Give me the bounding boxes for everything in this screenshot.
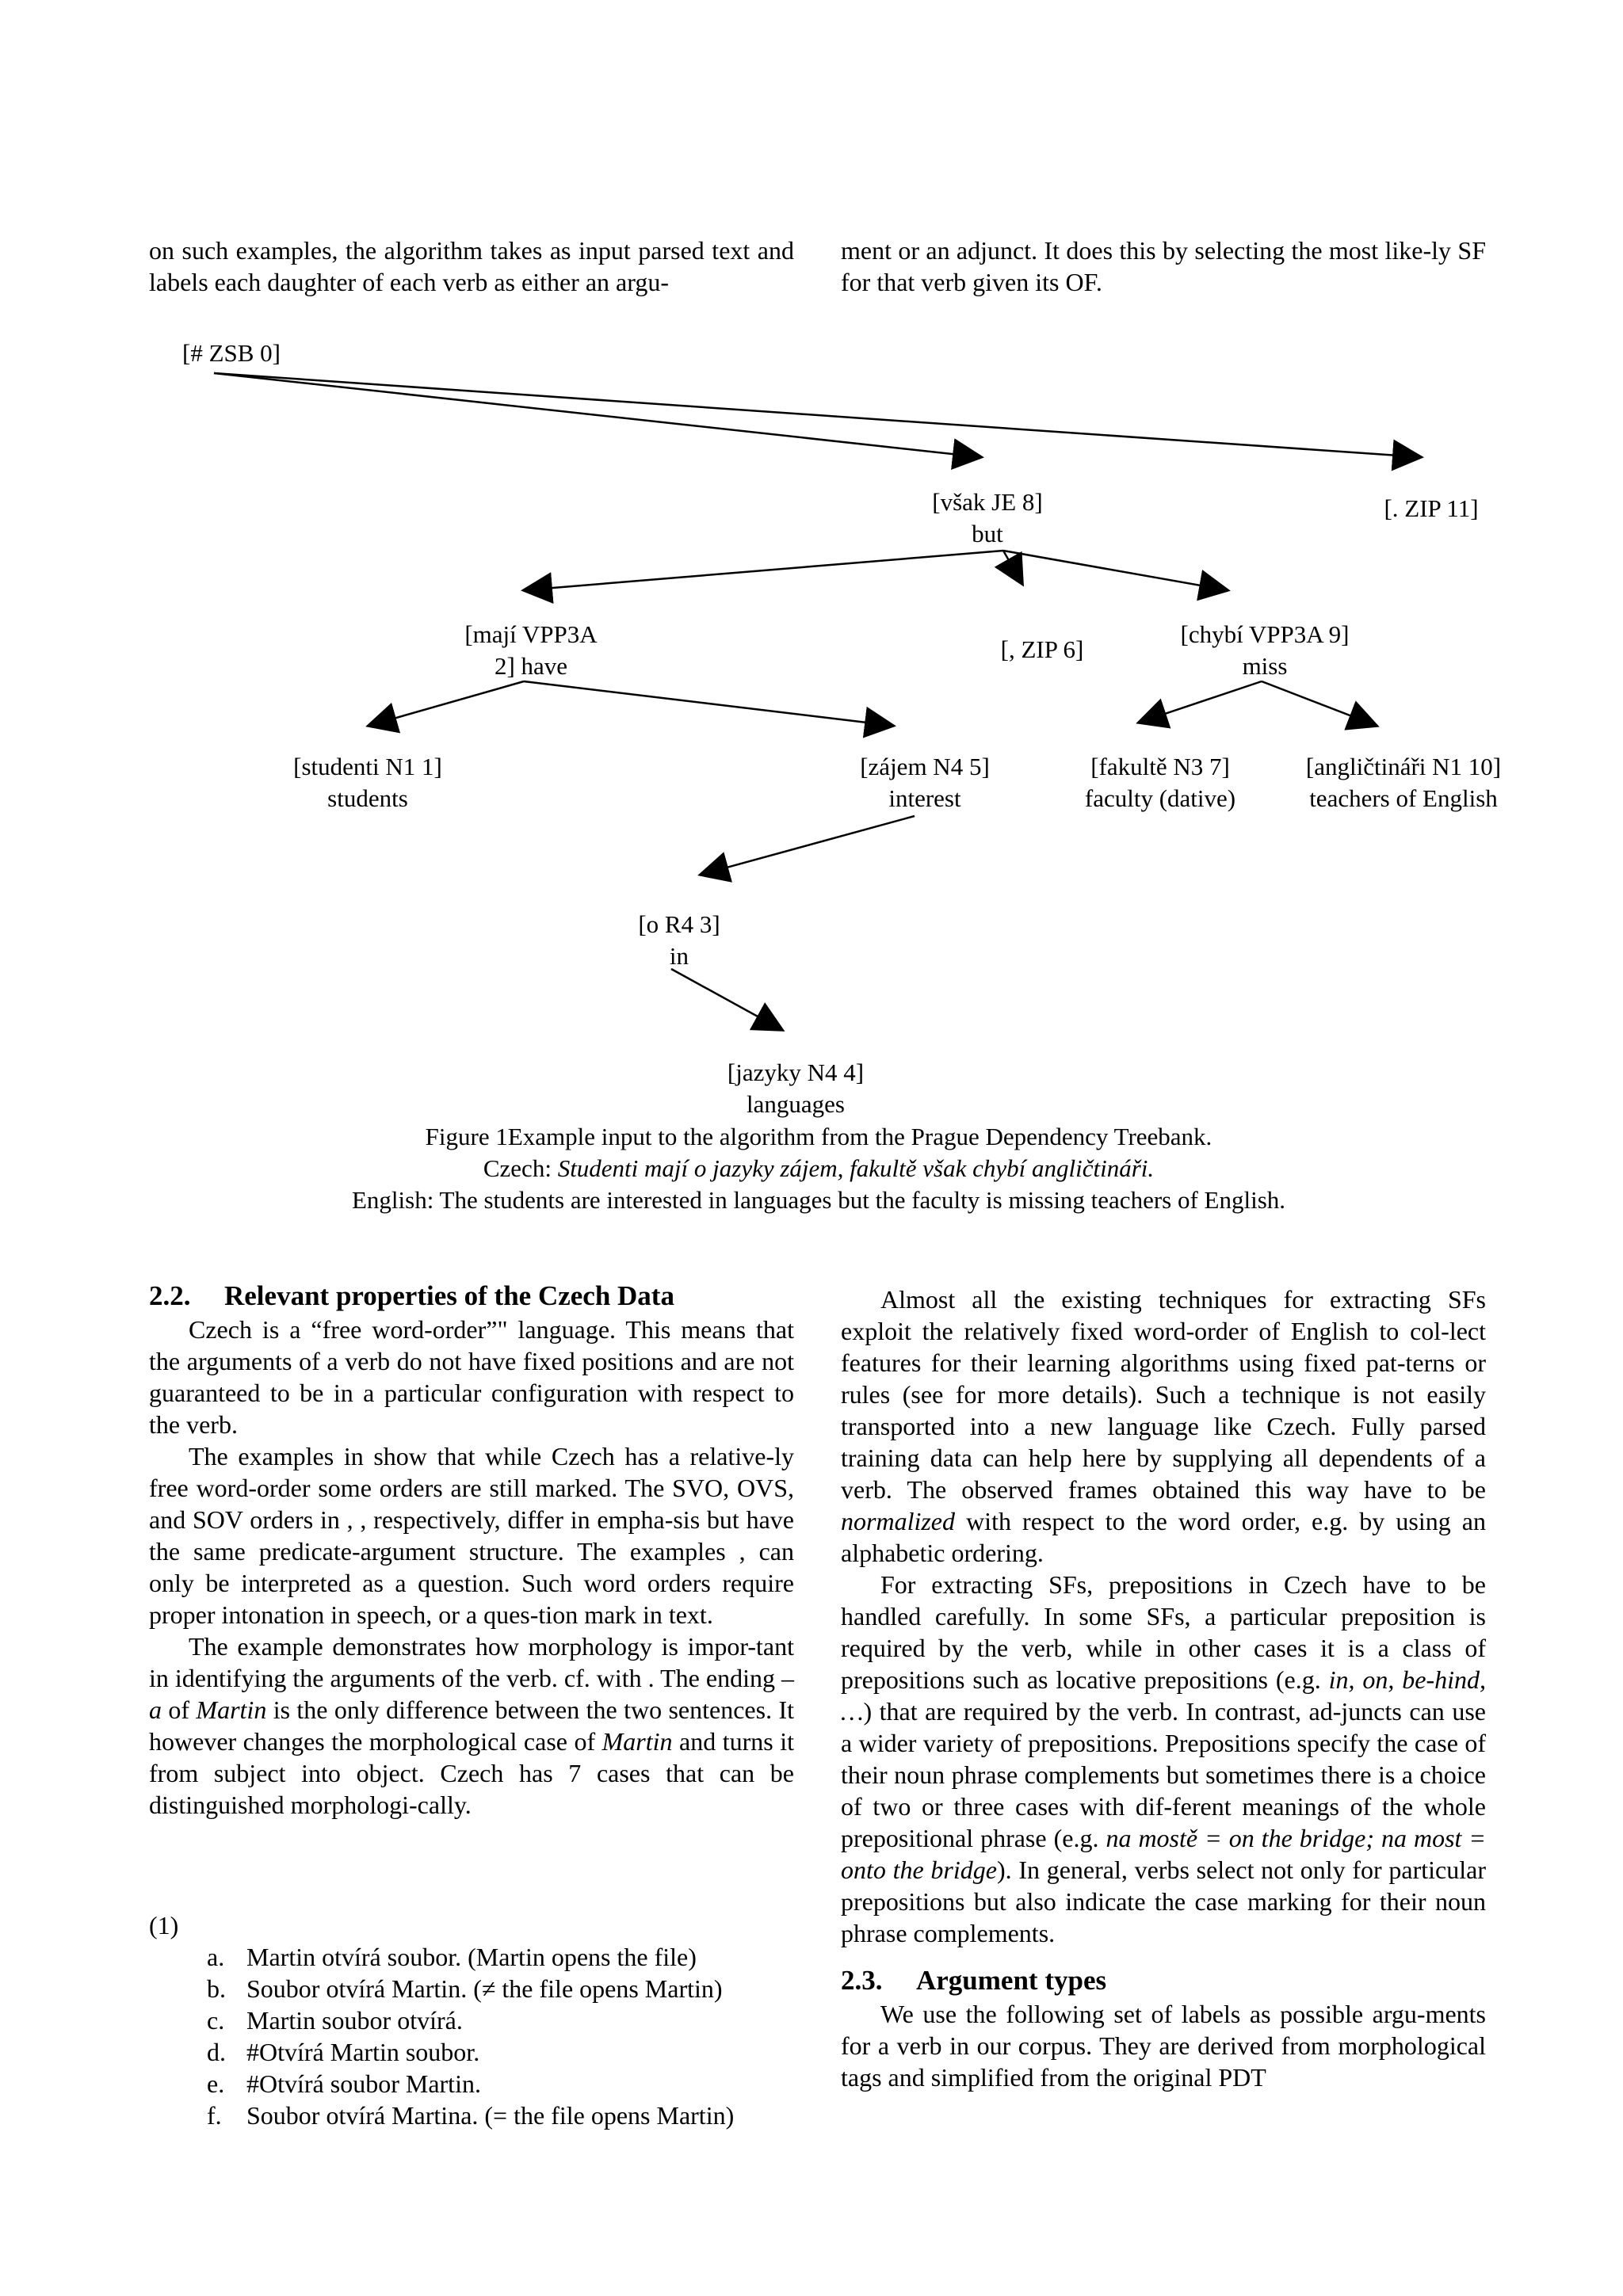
text: The example demonstrates how morphology is impor-tant in identifying the arguments of the verb. cf. with . The ending — [149, 1632, 794, 1692]
example-text: Soubor otvírá Martina. (= the file opens Martin) — [246, 2101, 735, 2130]
example-letter: c. — [207, 2006, 225, 2035]
section-title: Relevant properties of the Czech Data — [224, 1280, 674, 1311]
node-gloss: languages — [747, 1090, 845, 1118]
edge-vpp2-n4-5 — [524, 681, 893, 726]
czech-label: Czech: — [483, 1154, 558, 1182]
section-2-3-heading — [841, 1963, 1486, 1998]
italic-text: normalized — [841, 1507, 955, 1535]
figure-english-line: English: The students are interested in languages but the faculty is missing teachers of English. — [351, 1186, 1286, 1214]
example-letter: b. — [207, 1974, 226, 2003]
text: is the only difference between the two sentences. It however changes the morphological case of — [149, 1695, 795, 1756]
paragraph — [841, 1998, 1486, 2093]
italic-text: Martin — [601, 1727, 673, 1756]
edge-vpp2-n1 — [369, 681, 524, 726]
text: The examples in show that while Czech has a relative-ly free word-order some orders are still marked. The SVO, OVS, and SOV orders in , , respectively, differ in empha-sis but have the same predicate-argument structure. The examples , can only be interpreted as a question. Such word orders require proper intonation in speech, or a ques-tion mark in text. — [149, 1442, 794, 1629]
text: For extracting SFs, prepositions in Czech have to be handled carefully. In some SFs, a particular preposition is required by the verb, while in other cases it is a class of prepositions such as locative prepositions (e.g. — [841, 1570, 1486, 1694]
text: Czech is a “free word-order”" language. This means that the arguments of a verb do not have fixed positions and are not guaranteed to be in a particular configuration with respect to the verb. — [149, 1315, 794, 1439]
node-gloss: 2] have — [494, 652, 568, 680]
text: on such examples, the algorithm takes as input parsed text and labels each daughter of each verb as either an argu- — [149, 236, 794, 296]
example-item — [149, 2100, 734, 2131]
node-label: [chybí VPP3A 9] — [1180, 620, 1350, 648]
section-number: 2.3. — [841, 1965, 883, 1996]
node-n4-5 — [860, 751, 990, 814]
example-item — [149, 1973, 734, 2004]
node-n4-4 — [727, 1057, 864, 1120]
node-label: [však JE 8] — [932, 488, 1043, 516]
node-r4-3 — [638, 909, 720, 972]
node-je8 — [932, 486, 1042, 550]
left-column — [149, 1279, 794, 1821]
node-gloss: in — [669, 942, 689, 970]
paragraph — [149, 1440, 794, 1630]
right-column — [841, 1283, 1486, 2093]
node-zip11 — [1384, 493, 1478, 524]
edge-zsb0-je8 — [214, 373, 981, 457]
edge-vpp9-n1-10 — [1262, 681, 1377, 726]
node-n1-1 — [293, 751, 442, 814]
text: and turns it from subject into object. Czech has 7 cases that can be distinguished morphologi-cally. — [149, 1727, 795, 1819]
edge-n4-5-r4 — [701, 816, 915, 875]
text: ) that are required by the verb. In contrast, ad-juncts can use a wider variety of prepositions. Prepositions specify the case of their noun phrase complements but sometimes there is a choice of two or three cases with dif-ferent meanings of the whole prepositional phrase (e.g. — [841, 1697, 1486, 1852]
section-title: Argument types — [916, 1965, 1107, 1996]
text: Almost all the existing techniques for extracting SFs exploit the relatively fixed word-order of English to col-lect features for their learning algorithms using fixed pat-terns or rules (see for more details). Such a technique is not easily transported into a new language like Czech. Fully parsed training data can help here by supplying all dependents of a verb. The observed frames obtained this way have to be — [841, 1285, 1486, 1504]
example-label: (1) — [149, 1911, 179, 1939]
paragraph — [149, 1314, 794, 1440]
node-label: [. ZIP 11] — [1384, 494, 1479, 522]
example-letter: f. — [207, 2101, 222, 2130]
example-text: Soubor otvírá Martin. (≠ the file opens Martin) — [246, 1974, 723, 2003]
figure-caption: Figure 1Example input to the algorithm from the Prague Dependency Treebank. — [425, 1123, 1212, 1150]
node-zip6 — [1001, 634, 1084, 666]
example-item — [149, 2068, 734, 2100]
section-number: 2.2. — [149, 1280, 191, 1311]
section-2-2-heading — [149, 1279, 794, 1314]
example-list — [149, 1909, 734, 2131]
node-label: [, ZIP 6] — [1000, 635, 1084, 663]
edge-r4-n4-4 — [671, 969, 782, 1030]
czech-sentence: Studenti mají o jazyky zájem, fakultě však chybí angličtináři. — [557, 1154, 1155, 1182]
paragraph — [149, 1630, 794, 1821]
node-label: [zájem N4 5] — [860, 753, 990, 780]
node-zsb0 — [182, 338, 281, 369]
edge-zsb0-zip11 — [214, 373, 1421, 457]
node-gloss: students — [327, 784, 408, 812]
example-text: #Otvírá soubor Martin. — [246, 2069, 481, 2098]
italic-text: na mostě = on the bridge; na most = onto the bridge — [841, 1824, 1487, 1884]
node-label: [# ZSB 0] — [182, 339, 281, 367]
text: We use the following set of labels as possible argu-ments for a verb in our corpus. They are derived from morphological tags and simplified from the original PDT — [841, 2000, 1486, 2092]
node-gloss: interest — [888, 784, 961, 812]
node-n1-10 — [1306, 751, 1501, 814]
example-item — [149, 2004, 734, 2036]
example-text: Martin soubor otvírá. — [246, 2006, 463, 2035]
edge-je8-vpp9 — [1003, 551, 1228, 590]
paragraph — [841, 1569, 1486, 1949]
text: with respect to the word order, e.g. by using an alphabetic ordering. — [841, 1507, 1486, 1567]
example-letter: e. — [207, 2069, 225, 2098]
node-vpp2 — [464, 619, 597, 682]
node-gloss: but — [972, 520, 1003, 547]
text: of — [162, 1695, 197, 1724]
node-label: [mají VPP3A — [464, 620, 598, 648]
node-gloss: faculty (dative) — [1084, 784, 1236, 812]
example-letter: a. — [207, 1943, 225, 1971]
edge-je8-vpp2 — [524, 551, 1003, 590]
italic-text: –a — [149, 1664, 794, 1724]
example-item — [149, 2036, 734, 2068]
node-gloss: teachers of English — [1309, 784, 1498, 812]
example-text: Martin otvírá soubor. (Martin opens the file) — [246, 1943, 697, 1971]
node-label: [o R4 3] — [638, 910, 720, 938]
text: ). In general, verbs select not only for particular prepositions but also indicate the case marking for their noun phrase complements. — [841, 1855, 1487, 1947]
text: ment or an adjunct. It does this by selecting the most like-ly SF for that verb given its OF. — [841, 236, 1486, 296]
paragraph — [841, 1283, 1486, 1569]
example-text: #Otvírá Martin soubor. — [246, 2038, 480, 2066]
node-label: [angličtináři N1 10] — [1305, 753, 1502, 780]
italic-text: in, on, be-hind, … — [841, 1665, 1487, 1726]
example-letter: d. — [207, 2038, 226, 2066]
example-item — [149, 1941, 734, 1973]
node-n3-7 — [1085, 751, 1235, 814]
figure-czech-line — [0, 1153, 1623, 1184]
node-vpp9 — [1180, 619, 1349, 682]
node-label: [fakultě N3 7] — [1090, 753, 1230, 780]
node-gloss: miss — [1242, 652, 1288, 680]
node-label: [studenti N1 1] — [293, 753, 442, 780]
italic-text: Martin — [196, 1695, 267, 1724]
node-label: [jazyky N4 4] — [727, 1058, 865, 1086]
edge-vpp9-n3 — [1139, 681, 1262, 723]
edge-je8-zip6 — [1003, 551, 1022, 584]
